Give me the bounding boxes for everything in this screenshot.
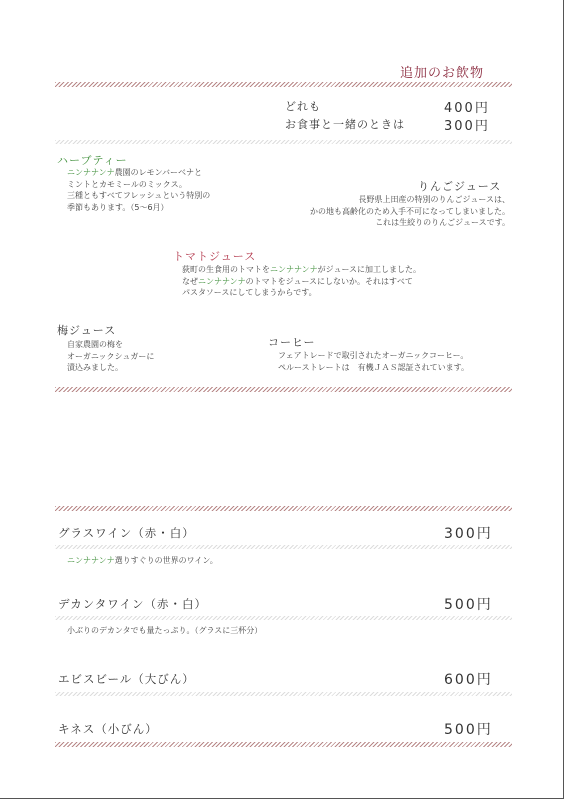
price-with-meal: 300円 [444,119,490,134]
divider-pricing [55,140,512,144]
apple-juice-title: りんごジュース [418,180,502,193]
plum-juice-description: 自家農園の梅を オーガニックシュガーに 漬込みました。 [67,340,155,372]
herb-tea-description: ニンナナンナ農園のレモンバーベナと ミントとカモミールのミックス。 三種ともすべてフレッシュという特別の 季節もあります。（5～6月） [67,168,211,212]
drink-name-yebisu: エビスビール（大びん） [58,672,195,686]
plum-juice-title: 梅ジュース [57,324,117,337]
page-title: 追加のお飲物 [400,66,485,81]
drink-price-guinness: 500円 [444,722,493,738]
tomato-juice-title: トマトジュース [173,250,257,263]
row-divider [55,545,512,549]
divider-drinks-top [55,506,512,511]
coffee-description: フェアトレードで取引されたオーガニックコーヒー。 ペルーストレートは 有機ＪＡＳ認証されています。 [278,351,469,372]
divider-bottom [55,742,512,747]
farm-name: ニンナナンナ [67,556,115,565]
herb-tea-title: ハーブティー [57,154,128,167]
apple-juice-description: 長野県上田産の特別のりんごジュースは、 かの地も高齢化のため入手不可になってしまいました。 これは生絞りのりんごジュースです。 [310,195,510,227]
farm-name: ニンナナンナ [270,265,318,274]
drink-name-guinness: キネス（小びん） [58,722,158,736]
drink-price-glass-wine: 300円 [444,526,493,542]
farm-name: ニンナナンナ [67,168,115,177]
price-label-with-meal: お食事と一緒のときは [285,118,405,131]
drink-price-yebisu: 600円 [444,672,493,688]
row-divider [55,616,512,620]
drink-price-decanter-wine: 500円 [444,597,493,613]
drink-name-glass-wine: グラスワイン（赤・白） [58,526,195,540]
divider-section-end [55,387,512,392]
farm-name: ニンナナンナ [198,276,246,286]
drink-note-decanter-wine: 小ぶりのデカンタでも量たっぷり。（グラスに三杯分） [67,626,263,635]
price-all: 400円 [444,101,490,116]
coffee-title: コーヒー [268,336,316,349]
tomato-juice-description: 荻町の生食用のトマトをニンナナンナがジュースに加工しました。 なぜニンナナンナのトマトをジュースにしないか。それはすべて パスタソースにしてしまうからです。 [182,265,422,297]
drink-note-glass-wine: ニンナナンナ選りすぐりの世界のワイン。 [67,556,218,565]
price-label-all: どれも [285,100,321,113]
drink-name-decanter-wine: デカンタワイン（赤・白） [58,597,207,611]
divider-top [55,82,512,87]
row-divider [55,692,512,696]
